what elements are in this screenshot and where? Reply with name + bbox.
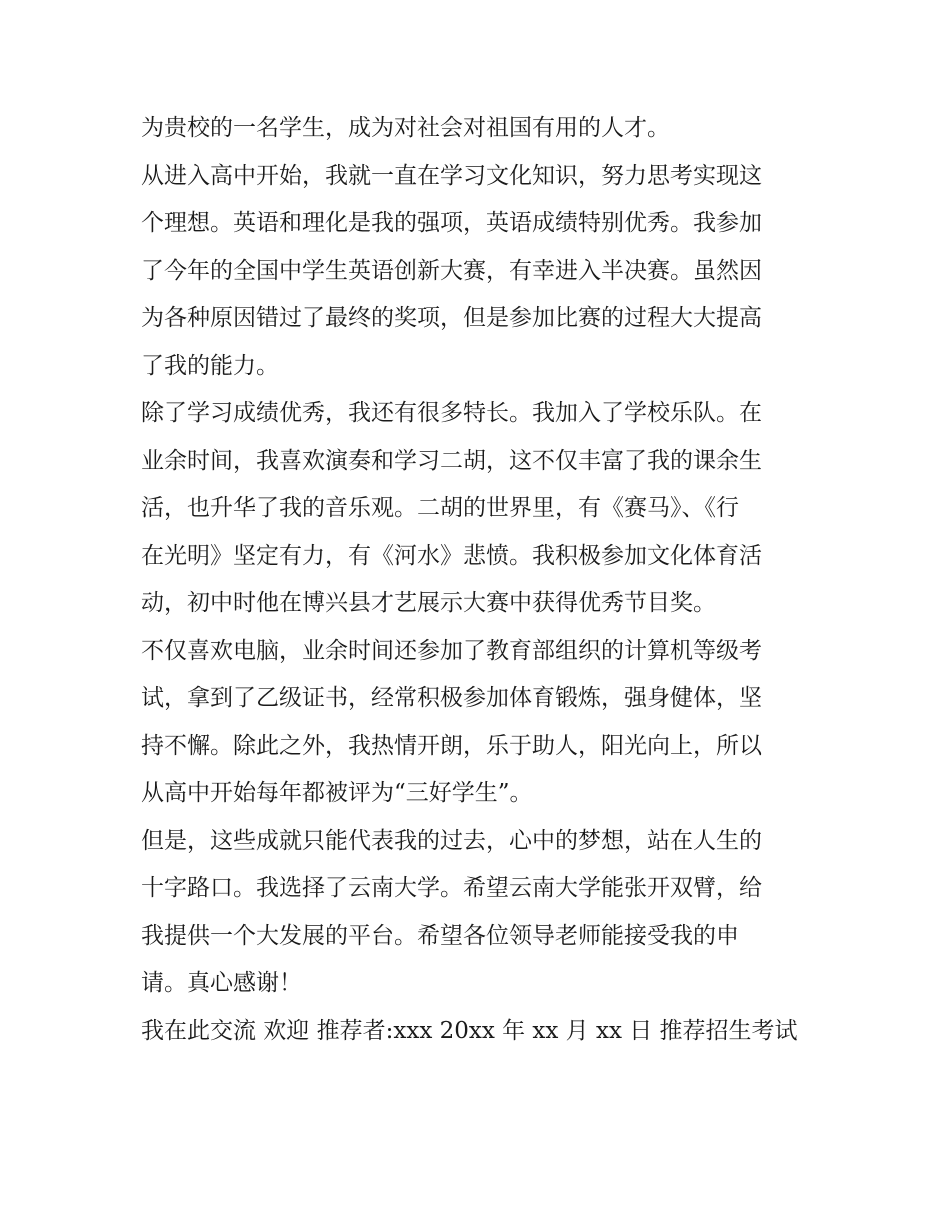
text-line-3: 个理想。英语和理化是我的强项，英语成绩特别优秀。我参加 xyxy=(141,210,762,236)
text-line-15: 从高中开始每年都被评为“三好学生”。 xyxy=(141,780,533,806)
text-line-18: 我提供一个大发展的平台。希望各位领导老师能接受我的申 xyxy=(141,922,739,949)
text-line-16: 但是，这些成就只能代表我的过去，心中的梦想，站在人生的 xyxy=(141,827,762,854)
text-line-9: 活，也升华了我的音乐观。二胡的世界里，有《赛马》、《行 xyxy=(141,495,739,521)
text-line-11: 动，初中时他在博兴县才艺展示大赛中获得优秀节目奖。 xyxy=(141,590,716,616)
text-line-20: 我在此交流 欢迎 推荐者:xxx 20xx 年 xx 月 xx 日 推荐招生考试 xyxy=(141,1017,798,1044)
text-line-8: 业余时间，我喜欢演奏和学习二胡，这不仅丰富了我的课余生 xyxy=(141,447,762,474)
text-line-7: 除了学习成绩优秀，我还有很多特长。我加入了学校乐队。在 xyxy=(141,400,762,426)
text-line-10: 在光明》坚定有力，有《河水》悲愤。我积极参加文化体育活 xyxy=(141,542,762,569)
text-line-17: 十字路口。我选择了云南大学。希望云南大学能张开双臂，给 xyxy=(141,875,762,901)
text-line-19: 请。真心感谢！ xyxy=(141,970,302,996)
text-line-12: 不仅喜欢电脑，业余时间还参加了教育部组织的计算机等级考 xyxy=(141,637,762,664)
text-line-2: 从进入高中开始，我就一直在学习文化知识，努力思考实现这 xyxy=(141,162,762,189)
document-body xyxy=(141,105,821,1055)
text-line-13: 试，拿到了乙级证书，经常积极参加体育锻炼，强身健体，坚 xyxy=(141,685,762,711)
text-line-4: 了今年的全国中学生英语创新大赛，有幸进入半决赛。虽然因 xyxy=(141,257,762,284)
text-line-5: 为各种原因错过了最终的奖项，但是参加比赛的过程大大提高 xyxy=(141,305,762,331)
text-line-14: 持不懈。除此之外，我热情开朗，乐于助人，阳光向上，所以 xyxy=(141,732,762,759)
text-line-6: 了我的能力。 xyxy=(141,352,279,379)
text-line-1: 为贵校的一名学生，成为对社会对祖国有用的人才。 xyxy=(141,115,670,141)
